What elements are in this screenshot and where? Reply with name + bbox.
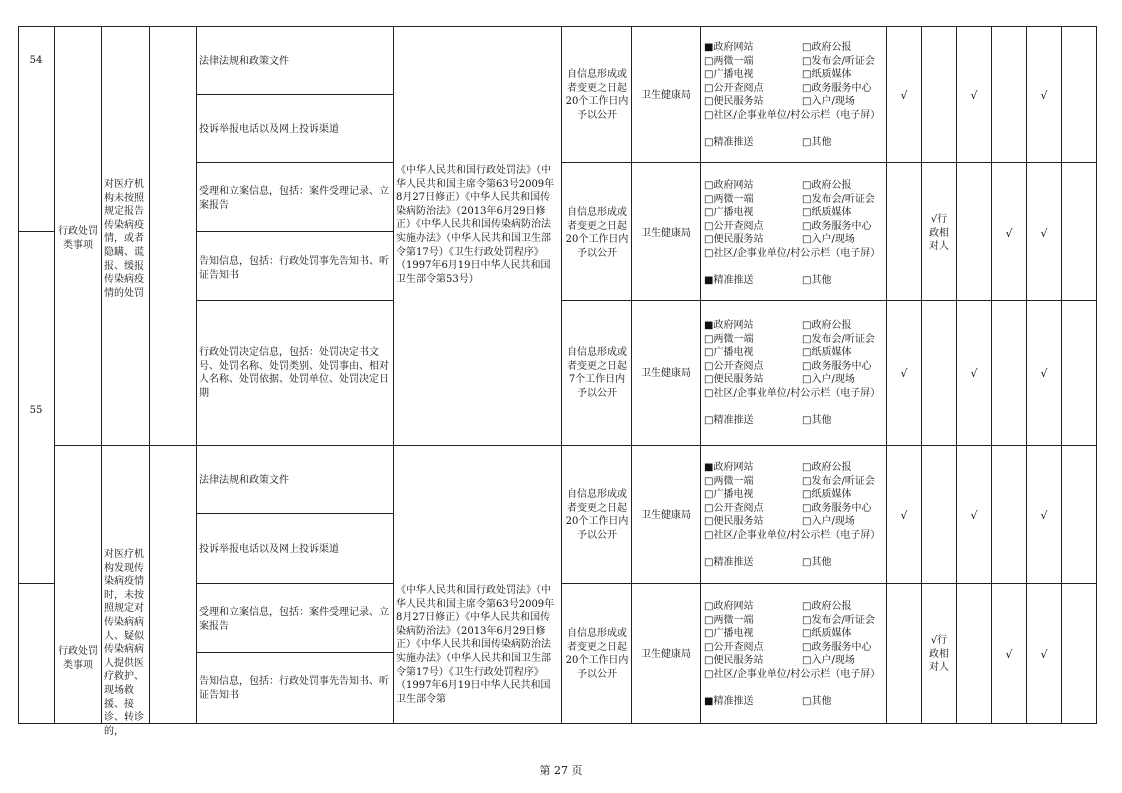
- checkbox-icon: □: [704, 109, 714, 121]
- content-complaint: 投诉举报电话以及网上投诉渠道: [199, 124, 339, 135]
- checkbox-icon: □: [704, 136, 714, 148]
- channel-checklist: ■政府网站 □政府公报 □两微一端 □发布会/听证会 □广播电视 □纸质媒体 □公开查阅点 □政务服务中心 □便民服务站 □入户/现场 □社区/企事业单位/村公示栏（电子屏） □精准推送 □其他: [704, 320, 881, 426]
- sub-item-text: 对医疗机构未按照规定报告传染病疫情，或者隐瞒、谎报、缓报传染病疫情的处罚: [104, 179, 144, 299]
- checkbox-icon: □: [704, 641, 714, 653]
- col-divider: [561, 26, 562, 724]
- checkbox-icon: □: [802, 414, 812, 426]
- content-filing: 受理和立案信息，包括：案件受理记录、立案报告: [199, 186, 389, 211]
- row-divider: [196, 231, 393, 232]
- check-mark-target: √行政相对人: [929, 214, 949, 253]
- row-divider: [196, 300, 393, 301]
- responsible-subject: 卫生健康局: [641, 228, 691, 239]
- col-divider: [1096, 26, 1097, 724]
- channel-checklist: ■政府网站 □政府公报 □两微一端 □发布会/听证会 □广播电视 □纸质媒体 □公开查阅点 □政务服务中心 □便民服务站 □入户/现场 □社区/企事业单位/村公示栏（电子屏） □精准推送 □其他: [704, 462, 881, 568]
- checkbox-icon: □: [704, 374, 714, 386]
- check-mark: √: [1040, 648, 1048, 661]
- check-mark: √: [1040, 227, 1048, 240]
- check-mark: √: [900, 509, 908, 522]
- legal-basis: 《中华人民共和国行政处罚法》（中华人民共和国主席令第63号2009年8月27日修正）《中华人民共和国传染病防治法》（2013年6月29日修正）《中华人民共和国传染病防治法实施办法》（中华人民共和国卫生部令第17号）《卫生行政处罚程序》（1997年6月19日中华人民共和国卫生部令第: [396, 585, 555, 705]
- channel-checklist: ■政府网站 □政府公报 □两微一端 □发布会/听证会 □广播电视 □纸质媒体 □公开查阅点 □政务服务中心 □便民服务站 □入户/现场 □社区/企事业单位/村公示栏（电子屏） □精准推送 □其他: [704, 42, 881, 148]
- time-limit: 自信息形成或者变更之日起20个工作日内予以公开: [565, 628, 629, 680]
- checkbox-icon: □: [802, 628, 812, 640]
- item-divider: [54, 445, 1096, 446]
- checkbox-icon: □: [802, 695, 812, 707]
- checkbox-icon: □: [704, 220, 714, 232]
- legal-basis: 《中华人民共和国行政处罚法》（中华人民共和国主席令第63号2009年8月27日修正）《中华人民共和国传染病防治法》（2013年6月29日修正）《中华人民共和国传染病防治法实施办法》（中华人民共和国卫生部令第17号）《卫生行政处罚程序》（1997年6月19日中华人民共和国卫生部令第53号）: [396, 165, 555, 285]
- check-mark: √: [1005, 648, 1013, 661]
- content-filing: 受理和立案信息，包括：案件受理记录、立案报告: [199, 607, 389, 632]
- checkbox-icon: □: [704, 82, 714, 94]
- row-divider: [196, 513, 393, 514]
- check-mark: √: [970, 367, 978, 380]
- check-mark: √: [1040, 367, 1048, 380]
- checkbox-icon: ■: [704, 42, 714, 53]
- channel-checklist: □政府网站 □政府公报 □两微一端 □发布会/听证会 □广播电视 □纸质媒体 □公开查阅点 □政务服务中心 □便民服务站 □入户/现场 □社区/企事业单位/村公示栏（电子屏） ■精准推送 □其他: [704, 180, 881, 286]
- checkbox-icon: □: [704, 614, 714, 626]
- checkbox-icon: □: [802, 193, 812, 205]
- check-mark: √: [970, 509, 978, 522]
- checkbox-icon: □: [802, 614, 812, 626]
- checkbox-icon: □: [802, 601, 812, 612]
- checkbox-icon: □: [802, 234, 812, 246]
- checkbox-icon: □: [704, 55, 714, 67]
- page-number: 第 27 页: [539, 764, 583, 777]
- col-divider: [700, 26, 701, 724]
- checkbox-icon: □: [802, 333, 812, 345]
- checkbox-icon: ■: [704, 320, 714, 331]
- row-divider: [196, 94, 393, 95]
- row-divider: [18, 231, 54, 232]
- item-number: 55: [29, 405, 43, 416]
- responsible-subject: 卫生健康局: [641, 510, 691, 521]
- channel-checklist: □政府网站 □政府公报 □两微一端 □发布会/听证会 □广播电视 □纸质媒体 □公开查阅点 □政务服务中心 □便民服务站 □入户/现场 □社区/企事业单位/村公示栏（电子屏） ■精准推送 □其他: [704, 601, 881, 707]
- checkbox-icon: □: [704, 556, 714, 568]
- category-label: 行政处罚类事项: [58, 646, 98, 671]
- row-divider: [18, 583, 54, 584]
- table-border-bottom: [18, 723, 1096, 724]
- row-divider: [561, 300, 1096, 301]
- time-limit: 自信息形成或者变更之日起20个工作日内予以公开: [565, 207, 629, 259]
- checkbox-icon: □: [802, 489, 812, 501]
- content-laws: 法律法规和政策文件: [199, 475, 289, 486]
- responsible-subject: 卫生健康局: [641, 368, 691, 379]
- checkbox-icon: □: [802, 360, 812, 372]
- checkbox-icon: □: [802, 374, 812, 386]
- checkbox-icon: □: [802, 69, 812, 81]
- checkbox-icon: □: [704, 333, 714, 345]
- content-decision: 行政处罚决定信息，包括：处罚决定书文号、处罚名称、处罚类别、处罚事由、相对人名称、处罚依据、处罚单位、处罚决定日期: [199, 347, 389, 399]
- check-mark: √: [900, 89, 908, 102]
- checkbox-icon: □: [802, 274, 812, 286]
- checkbox-icon: □: [802, 502, 812, 514]
- col-divider: [991, 26, 992, 724]
- checkbox-icon: □: [704, 529, 714, 541]
- responsible-subject: 卫生健康局: [641, 90, 691, 101]
- col-divider: [196, 26, 197, 724]
- checkbox-icon: □: [704, 96, 714, 108]
- row-divider: [196, 162, 393, 163]
- item-number: 54: [29, 55, 43, 66]
- checkbox-icon: □: [704, 360, 714, 372]
- row-divider: [196, 652, 393, 653]
- checkbox-icon: □: [802, 82, 812, 94]
- category-label: 行政处罚类事项: [58, 226, 98, 251]
- check-mark: √: [1040, 89, 1048, 102]
- col-divider: [101, 26, 102, 724]
- check-mark: √: [900, 367, 908, 380]
- checkbox-icon: □: [704, 234, 714, 246]
- checkbox-icon: ■: [704, 462, 714, 473]
- check-mark: √: [970, 89, 978, 102]
- checkbox-icon: □: [802, 136, 812, 148]
- checkbox-icon: □: [704, 180, 714, 191]
- col-divider: [921, 26, 922, 724]
- checkbox-icon: ■: [704, 274, 714, 286]
- checkbox-icon: □: [802, 320, 812, 331]
- checkbox-icon: □: [704, 668, 714, 680]
- checkbox-icon: □: [802, 641, 812, 653]
- time-limit: 自信息形成或者变更之日起20个工作日内予以公开: [565, 489, 629, 541]
- checkbox-icon: □: [704, 516, 714, 528]
- checkbox-icon: □: [704, 387, 714, 399]
- content-notice: 告知信息，包括：行政处罚事先告知书、听证告知书: [199, 256, 389, 281]
- row-divider: [196, 583, 393, 584]
- checkbox-icon: □: [704, 655, 714, 667]
- sub-item-text: 对医疗机构发现传染病疫情时，未按照规定对传染病病人、疑似传染病病人提供医疗救护、现场救援、接诊、转诊的，: [104, 549, 144, 737]
- col-divider: [1061, 26, 1062, 724]
- check-mark: √: [1005, 227, 1013, 240]
- col-divider: [18, 26, 19, 724]
- checkbox-icon: □: [704, 414, 714, 426]
- checkbox-icon: □: [802, 556, 812, 568]
- col-divider: [631, 26, 632, 724]
- row-divider: [561, 583, 1096, 584]
- check-mark: √: [1040, 509, 1048, 522]
- col-divider: [54, 26, 55, 724]
- time-limit: 自信息形成或者变更之日起20个工作日内予以公开: [565, 69, 629, 121]
- checkbox-icon: □: [802, 96, 812, 108]
- checkbox-icon: □: [802, 347, 812, 359]
- responsible-subject: 卫生健康局: [641, 649, 691, 660]
- checkbox-icon: □: [704, 601, 714, 612]
- checkbox-icon: □: [802, 462, 812, 473]
- checkbox-icon: □: [704, 628, 714, 640]
- checkbox-icon: □: [802, 220, 812, 232]
- checkbox-icon: □: [802, 207, 812, 219]
- content-laws: 法律法规和政策文件: [199, 56, 289, 67]
- time-limit: 自信息形成或者变更之日起7个工作日内予以公开: [567, 347, 627, 399]
- checkbox-icon: □: [704, 502, 714, 514]
- checkbox-icon: □: [704, 69, 714, 81]
- checkbox-icon: □: [704, 207, 714, 219]
- checkbox-icon: □: [704, 475, 714, 487]
- checkbox-icon: □: [802, 180, 812, 191]
- content-complaint: 投诉举报电话以及网上投诉渠道: [199, 544, 339, 555]
- check-mark-target: √行政相对人: [929, 635, 949, 674]
- col-divider: [393, 26, 394, 724]
- checkbox-icon: □: [802, 475, 812, 487]
- checkbox-icon: □: [704, 247, 714, 259]
- checkbox-icon: □: [704, 193, 714, 205]
- checkbox-icon: □: [802, 42, 812, 53]
- row-divider: [561, 162, 1096, 163]
- checkbox-icon: □: [802, 655, 812, 667]
- col-divider: [149, 26, 150, 724]
- checkbox-icon: □: [704, 489, 714, 501]
- checkbox-icon: □: [704, 347, 714, 359]
- content-notice: 告知信息，包括：行政处罚事先告知书、听证告知书: [199, 676, 389, 701]
- checkbox-icon: ■: [704, 695, 714, 707]
- checkbox-icon: □: [802, 516, 812, 528]
- table-border-top: [18, 26, 1096, 27]
- checkbox-icon: □: [802, 55, 812, 67]
